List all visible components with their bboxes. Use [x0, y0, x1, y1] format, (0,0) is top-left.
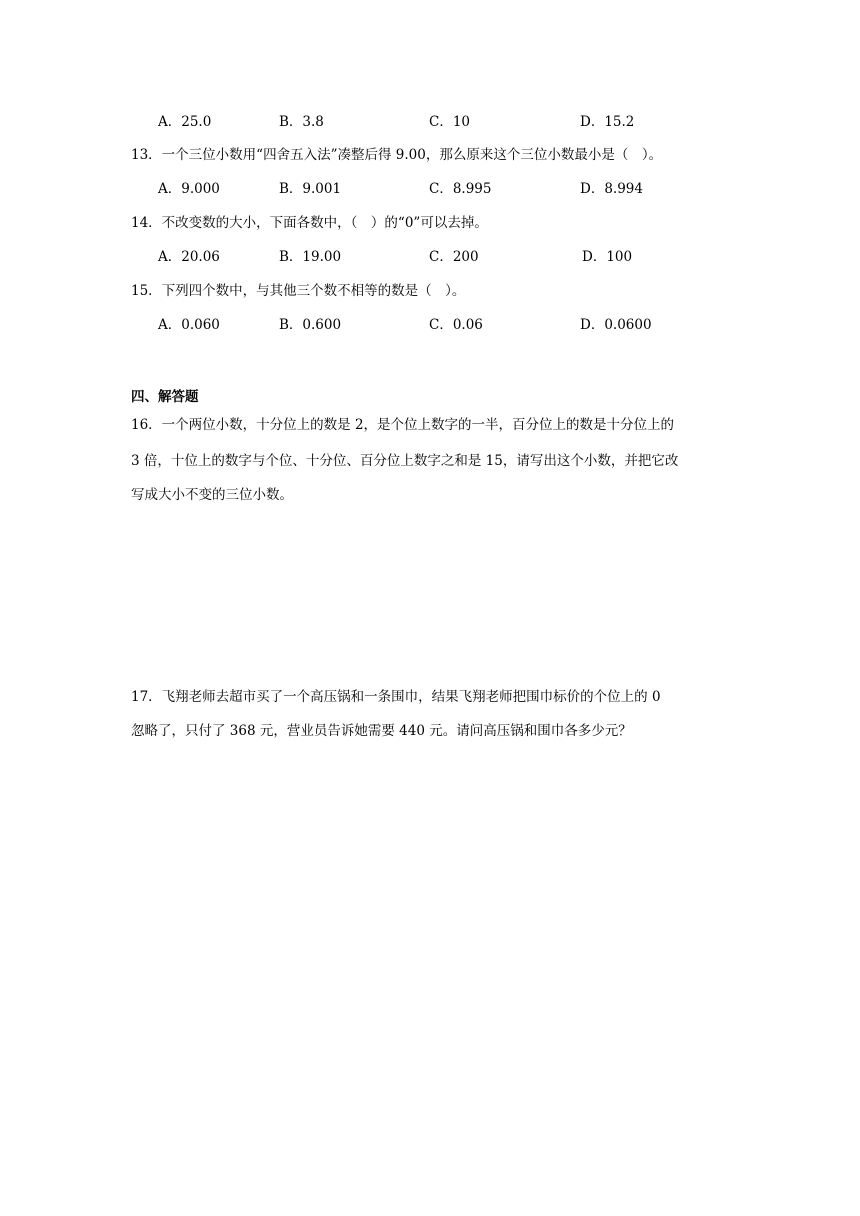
q13-stem: 13．一个三位小数用“四舍五入法”凑整后得 9.00，那么原来这个三位小数最小是（ ）。 — [131, 147, 663, 163]
q12-option-c: C．10 — [429, 114, 471, 130]
q13-options — [158, 179, 718, 199]
q16-line-1: 16．一个两位小数，十分位上的数是 2，是个位上数字的一半，百分位上的数是十分位上的 — [131, 417, 675, 433]
q16-line-3: 写成大小不变的三位小数。 — [131, 487, 293, 503]
q13-option-d: D．8.994 — [580, 181, 643, 197]
q13-option-a: A．9.000 — [158, 181, 220, 197]
q16-line-2: 3 倍，十位上的数字与个位、十分位、百分位上数字之和是 15，请写出这个小数，并把它改 — [131, 453, 679, 469]
q17-line-2: 忽略了，只付了 368 元，营业员告诉她需要 440 元。请问高压锅和围巾各多少元？ — [131, 723, 632, 739]
q17-line-1: 17．飞翔老师去超市买了一个高压锅和一条围巾，结果飞翔老师把围巾标价的个位上的 0 — [131, 689, 661, 705]
q13-option-c: C．8.995 — [429, 181, 492, 197]
q15-option-a: A．0.060 — [158, 317, 220, 333]
q12-option-b: B．3.8 — [279, 114, 324, 130]
q14-options — [158, 247, 718, 267]
q12-option-a: A．25.0 — [158, 114, 212, 130]
q12-option-d: D．15.2 — [580, 114, 635, 130]
q15-options — [158, 315, 718, 335]
q12-options — [158, 112, 718, 132]
q14-stem: 14．不改变数的大小，下面各数中，（ ）的“0”可以去掉。 — [131, 215, 488, 231]
q14-option-c: C．200 — [429, 249, 479, 265]
q14-option-b: B．19.00 — [279, 249, 342, 265]
q15-option-c: C．0.06 — [429, 317, 483, 333]
q15-option-b: B．0.600 — [279, 317, 342, 333]
q15-stem: 15．下列四个数中，与其他三个数不相等的数是（ ）。 — [131, 283, 466, 299]
q15-option-d: D．0.0600 — [580, 317, 652, 333]
q14-option-d: D．100 — [582, 249, 633, 265]
section-heading: 四、解答题 — [131, 389, 199, 405]
q14-option-a: A．20.06 — [158, 249, 220, 265]
q13-option-b: B．9.001 — [279, 181, 342, 197]
